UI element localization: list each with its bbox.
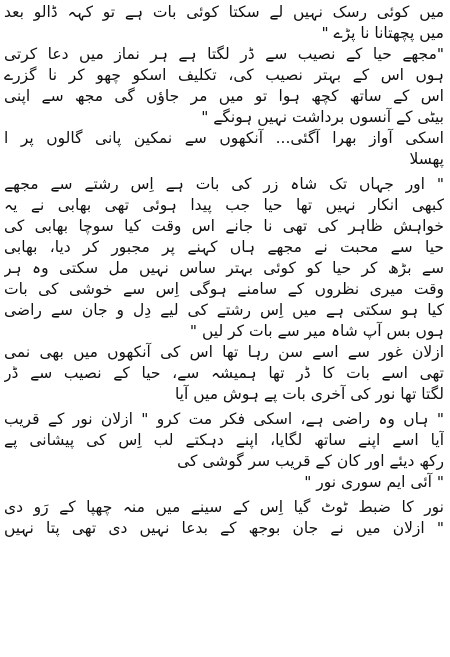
text-line: خواہش ظاہر کی تھی نا جانے اس وقت کیا سوچا بھابی کی xyxy=(4,217,444,235)
paragraph xyxy=(4,497,444,539)
paragraph xyxy=(4,342,444,405)
text-line: رکھ دیئے اور کان کے قریب سر گوشی کی xyxy=(177,452,444,470)
text-line: " اور جہاں تک شاہ زر کی بات ہے اِس رشتے سے مجھے xyxy=(4,175,444,193)
text-line: "مجھے حیا کے نصیب سے ڈر لگتا ہے ہر نماز میں دعا کرتی xyxy=(4,45,444,63)
text-line: اس کے ساتھ کچھ ہوا تو میں مر جاؤں گی مجھ سے اپنی xyxy=(4,87,444,105)
paragraph xyxy=(4,174,444,342)
text-line: کبھی انکار نہیں تھا حیا جب پیدا ہوئی تھی بھابی نے یہ xyxy=(4,196,444,214)
text-line: " ازلان میں نے جان بوجھ کے بدعا نہیں دی تھی پتا نہیں xyxy=(4,519,444,537)
text-line: میں پچھتانا نا پڑے " xyxy=(321,24,444,42)
text-line: میں کوئی رسک نہیں لے سکتا کوئی بات ہے تو کہہ ڈالو بعد xyxy=(4,3,444,21)
text-line: پھسلا xyxy=(409,150,444,168)
text-line: اسکی آواز بھرا آگئی... آنکھوں سے نمکین پانی گالوں پر ا xyxy=(4,129,444,147)
text-line: نور کا ضبط ٹوٹ گیا اِس کے سینے میں منہ چھپا کے رَو دی xyxy=(4,498,444,516)
paragraph xyxy=(4,409,444,472)
paragraph xyxy=(4,2,444,44)
text-line: کیا ہو سکتی ہے میں اِس رشتے کی لیے دِل و جان سے راضی xyxy=(4,301,444,319)
text-line: " ہاں وہ راضی ہے، اسکی فکر مت کرو " ازلان نور کے قریب xyxy=(4,410,444,428)
paragraph xyxy=(4,472,444,493)
text-line: سے بڑھ کر حیا کو کوئی بہتر ساس نہیں مل سکتی وہ ہر xyxy=(4,259,444,277)
text-line: آیا اسے اپنے ساتھ لگایا، اپنے دہکتے لب اِس کی پیشانی پے xyxy=(4,431,444,449)
text-line: تھی اسے بات کا ڈر تھا ہمیشہ سے، حیا کے نصیب سے ڈر xyxy=(4,364,444,382)
text-line: ازلان غور سے اسے سن رہا تھا اس کی آنکھوں میں بھی نمی xyxy=(4,343,444,361)
paragraph xyxy=(4,44,444,128)
text-line: بیٹی کے آنسوں برداشت نہیں ہونگے " xyxy=(201,108,444,126)
novel-page xyxy=(4,2,444,655)
text-line: لگتا تھا نور کی آخری بات پے ہوش میں آیا xyxy=(174,385,444,403)
text-line: ہوں بس آپ شاہ میر سے بات کر لیں " xyxy=(189,322,444,340)
text-line: حیا سے محبت نے مجھے ہاں کہنے پر مجبور کر دیا، بھابی xyxy=(4,238,444,256)
text-line: " آئی ایم سوری نور " xyxy=(304,473,444,491)
text-line: ہوں اس کے بہتر نصیب کی، تکلیف اسکو چھو کر نا گزرے xyxy=(4,66,444,84)
text-line: وقت میری نظروں کے سامنے ہوگی اِس سے خوشی کی بات xyxy=(4,280,444,298)
paragraph xyxy=(4,128,444,170)
